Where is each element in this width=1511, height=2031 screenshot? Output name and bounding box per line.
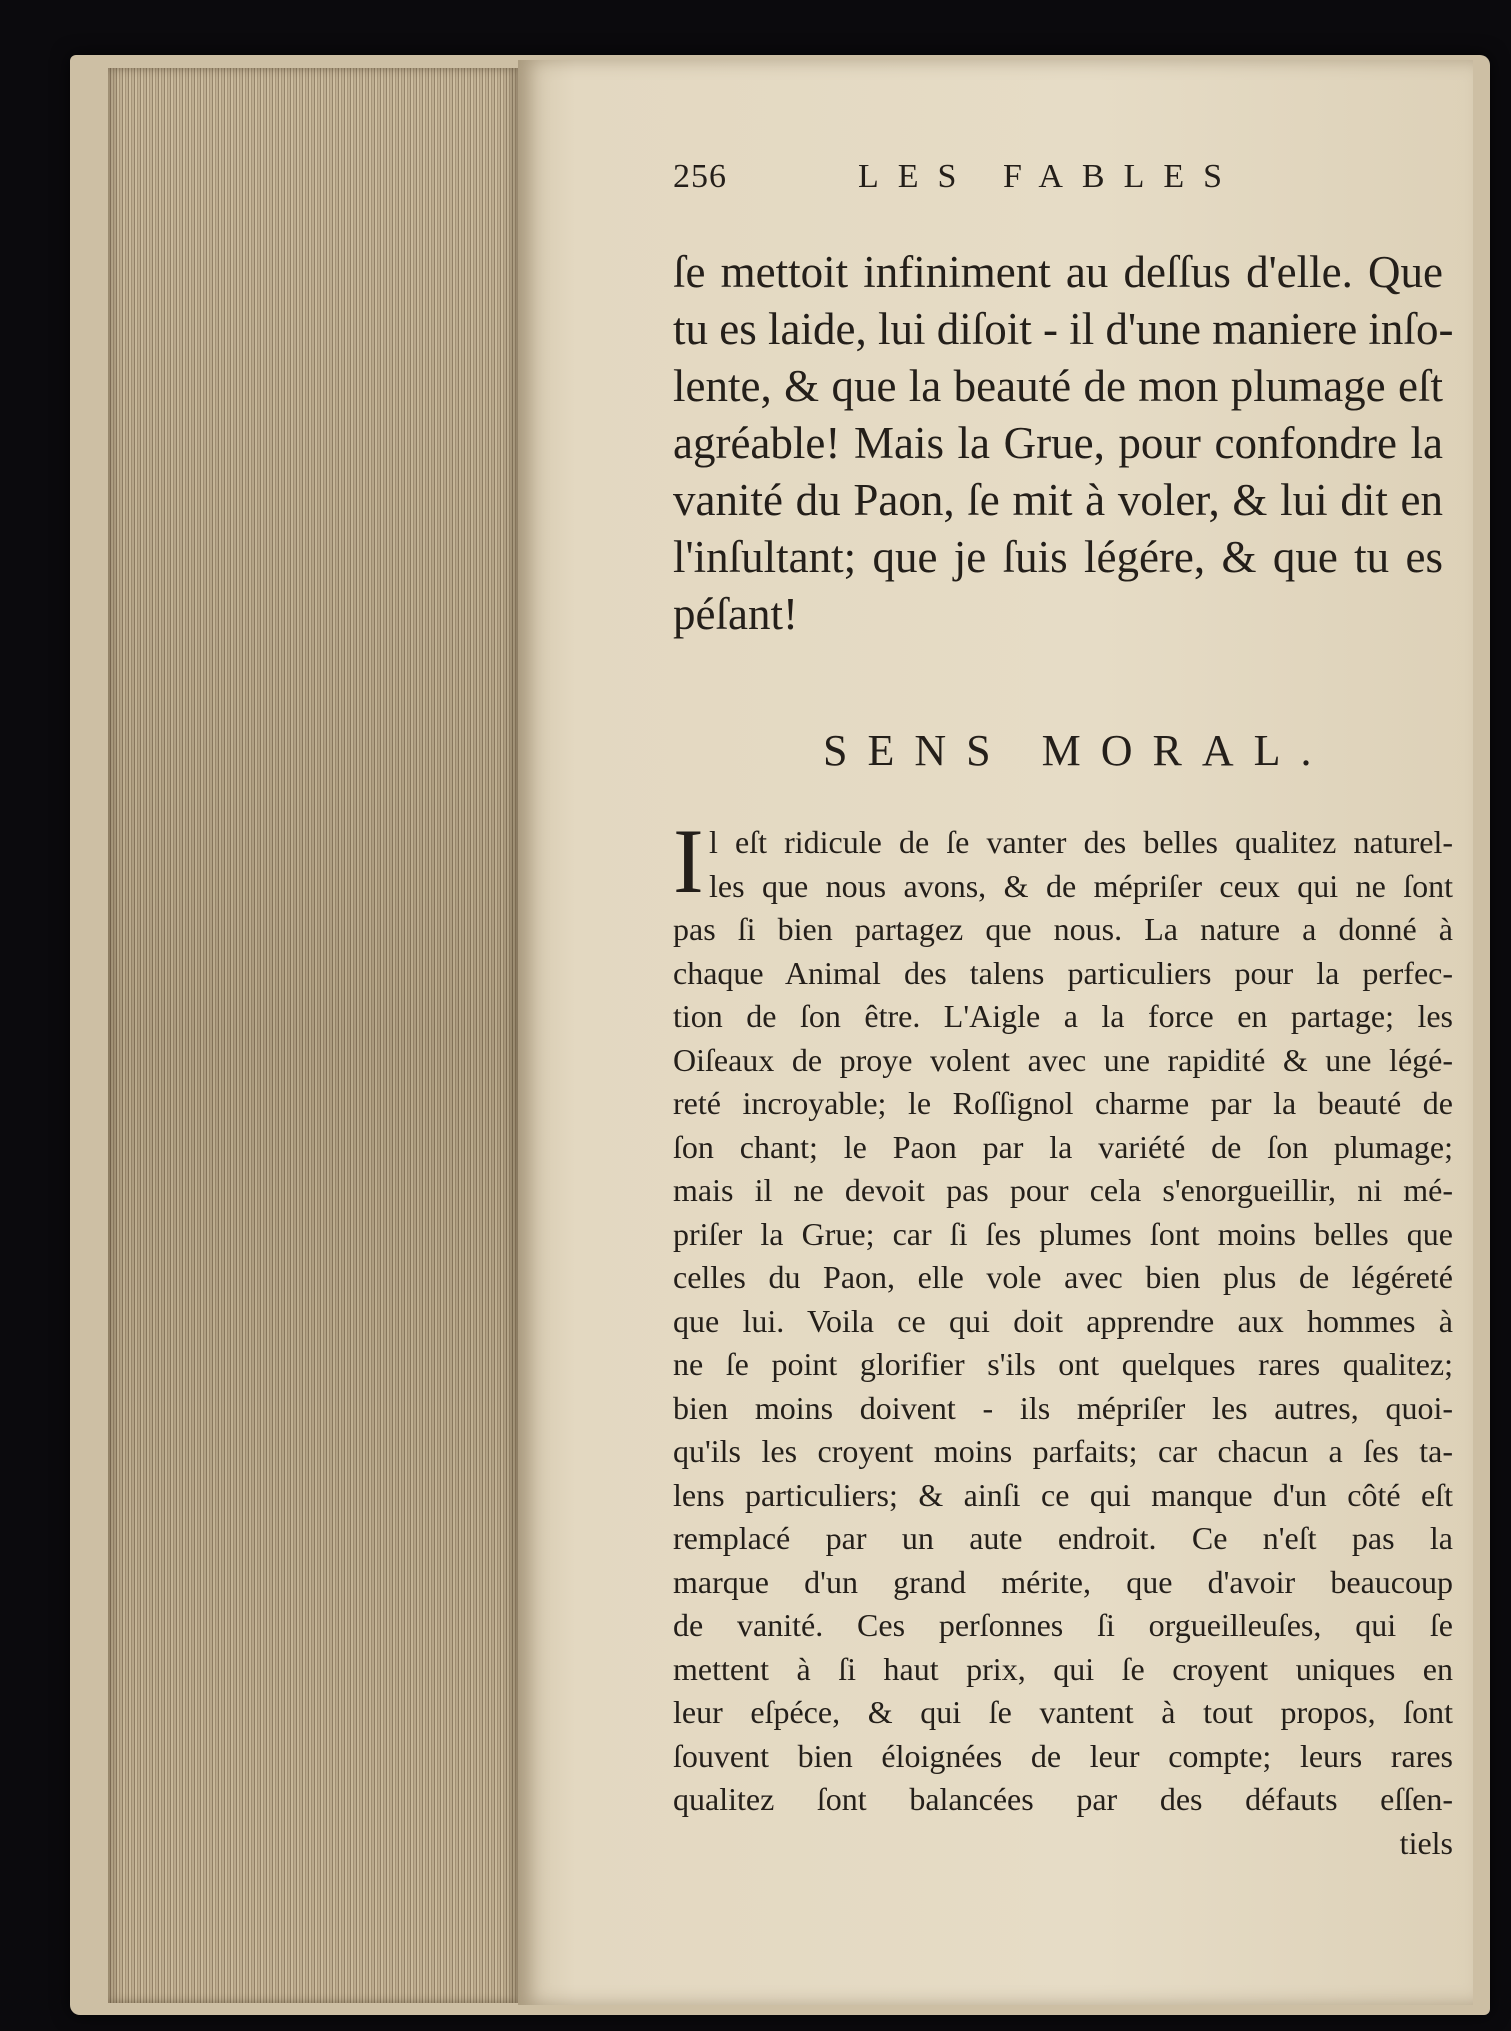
moral-text xyxy=(673,810,1463,1865)
page-fore-edge xyxy=(108,68,518,2003)
moral-line: mettent à ſi haut prix, qui ſe croyent uniques en xyxy=(673,1650,1453,1687)
drop-cap: I xyxy=(673,810,704,912)
fable-line: agréable! Mais la Grue, pour confondre la xyxy=(673,418,1443,468)
moral-line: bien moins doivent - ils mépriſer les autres, quoi- xyxy=(673,1389,1453,1426)
section-heading: SENS MORAL. xyxy=(823,726,1332,775)
fable-line: péſant! xyxy=(673,589,798,639)
running-title: LES FABLES xyxy=(858,158,1242,195)
fable-line: lente, & que la beauté de mon plumage eſt xyxy=(673,361,1443,411)
printed-page xyxy=(518,60,1473,2005)
moral-line: marque d'un grand mérite, que d'avoir beaucoup xyxy=(673,1563,1453,1600)
moral-line: reté incroyable; le Roſſignol charme par la beauté de xyxy=(673,1085,1453,1121)
moral-line: Oiſeaux de proye volent avec une rapidité & une légé- xyxy=(673,1041,1453,1078)
fable-line: l'inſultant; que je ſuis légére, & que tu es xyxy=(673,532,1443,582)
moral-line: priſer la Grue; car ſi ſes plumes ſont moins belles que xyxy=(673,1215,1453,1252)
fable-text xyxy=(673,244,1463,643)
catchword: tiels xyxy=(1399,1824,1453,1861)
fable-line: ſe mettoit infiniment au deſſus d'elle. Que xyxy=(673,247,1443,297)
moral-line: remplacé par un aute endroit. Ce n'eſt pas la xyxy=(673,1520,1453,1556)
moral-line: lens particuliers; & ainſi ce qui manque d'un côté eſt xyxy=(673,1476,1453,1513)
moral-line: leur eſpéce, & qui ſe vantent à tout propos, ſont xyxy=(673,1694,1453,1730)
moral-line: chaque Animal des talens particuliers pour la perfec- xyxy=(673,954,1453,991)
moral-line: pas ſi bien partagez que nous. La nature a donné à xyxy=(673,911,1453,947)
moral-line: ſon chant; le Paon par la variété de ſon plumage; xyxy=(673,1128,1453,1165)
moral-line: qu'ils les croyent moins parfaits; car chacun a ſes ta- xyxy=(673,1433,1453,1469)
moral-line: qualitez ſont balancées par des défauts eſſen- xyxy=(673,1781,1453,1817)
moral-line: mais il ne devoit pas pour cela s'enorgueillir, ni mé- xyxy=(673,1172,1453,1208)
moral-line: que lui. Voila ce qui doit apprendre aux hommes à xyxy=(673,1302,1453,1339)
running-head xyxy=(673,140,1463,204)
fable-line: vanité du Paon, ſe mit à voler, & lui dit en xyxy=(673,475,1443,525)
moral-line: ne ſe point glorifier s'ils ont quelques rares qualitez; xyxy=(673,1346,1453,1382)
moral-line: tion de ſon être. L'Aigle a la force en partage; les xyxy=(673,998,1453,1034)
fable-line: tu es laide, lui diſoit - il d'une maniere inſo- xyxy=(673,304,1454,354)
page-number: 256 xyxy=(673,158,727,195)
moral-line: celles du Paon, elle vole avec bien plus de légéreté xyxy=(673,1259,1453,1295)
text-block xyxy=(673,140,1463,1865)
moral-line: les que nous avons, & de mépriſer ceux qui ne ſont xyxy=(709,867,1453,904)
moral-line: ſouvent bien éloignées de leur compte; leurs rares xyxy=(673,1737,1453,1774)
moral-line: l eſt ridicule de ſe vanter des belles qualitez naturel- xyxy=(709,824,1453,860)
moral-line: de vanité. Ces perſonnes ſi orgueilleuſes, qui ſe xyxy=(673,1607,1453,1643)
